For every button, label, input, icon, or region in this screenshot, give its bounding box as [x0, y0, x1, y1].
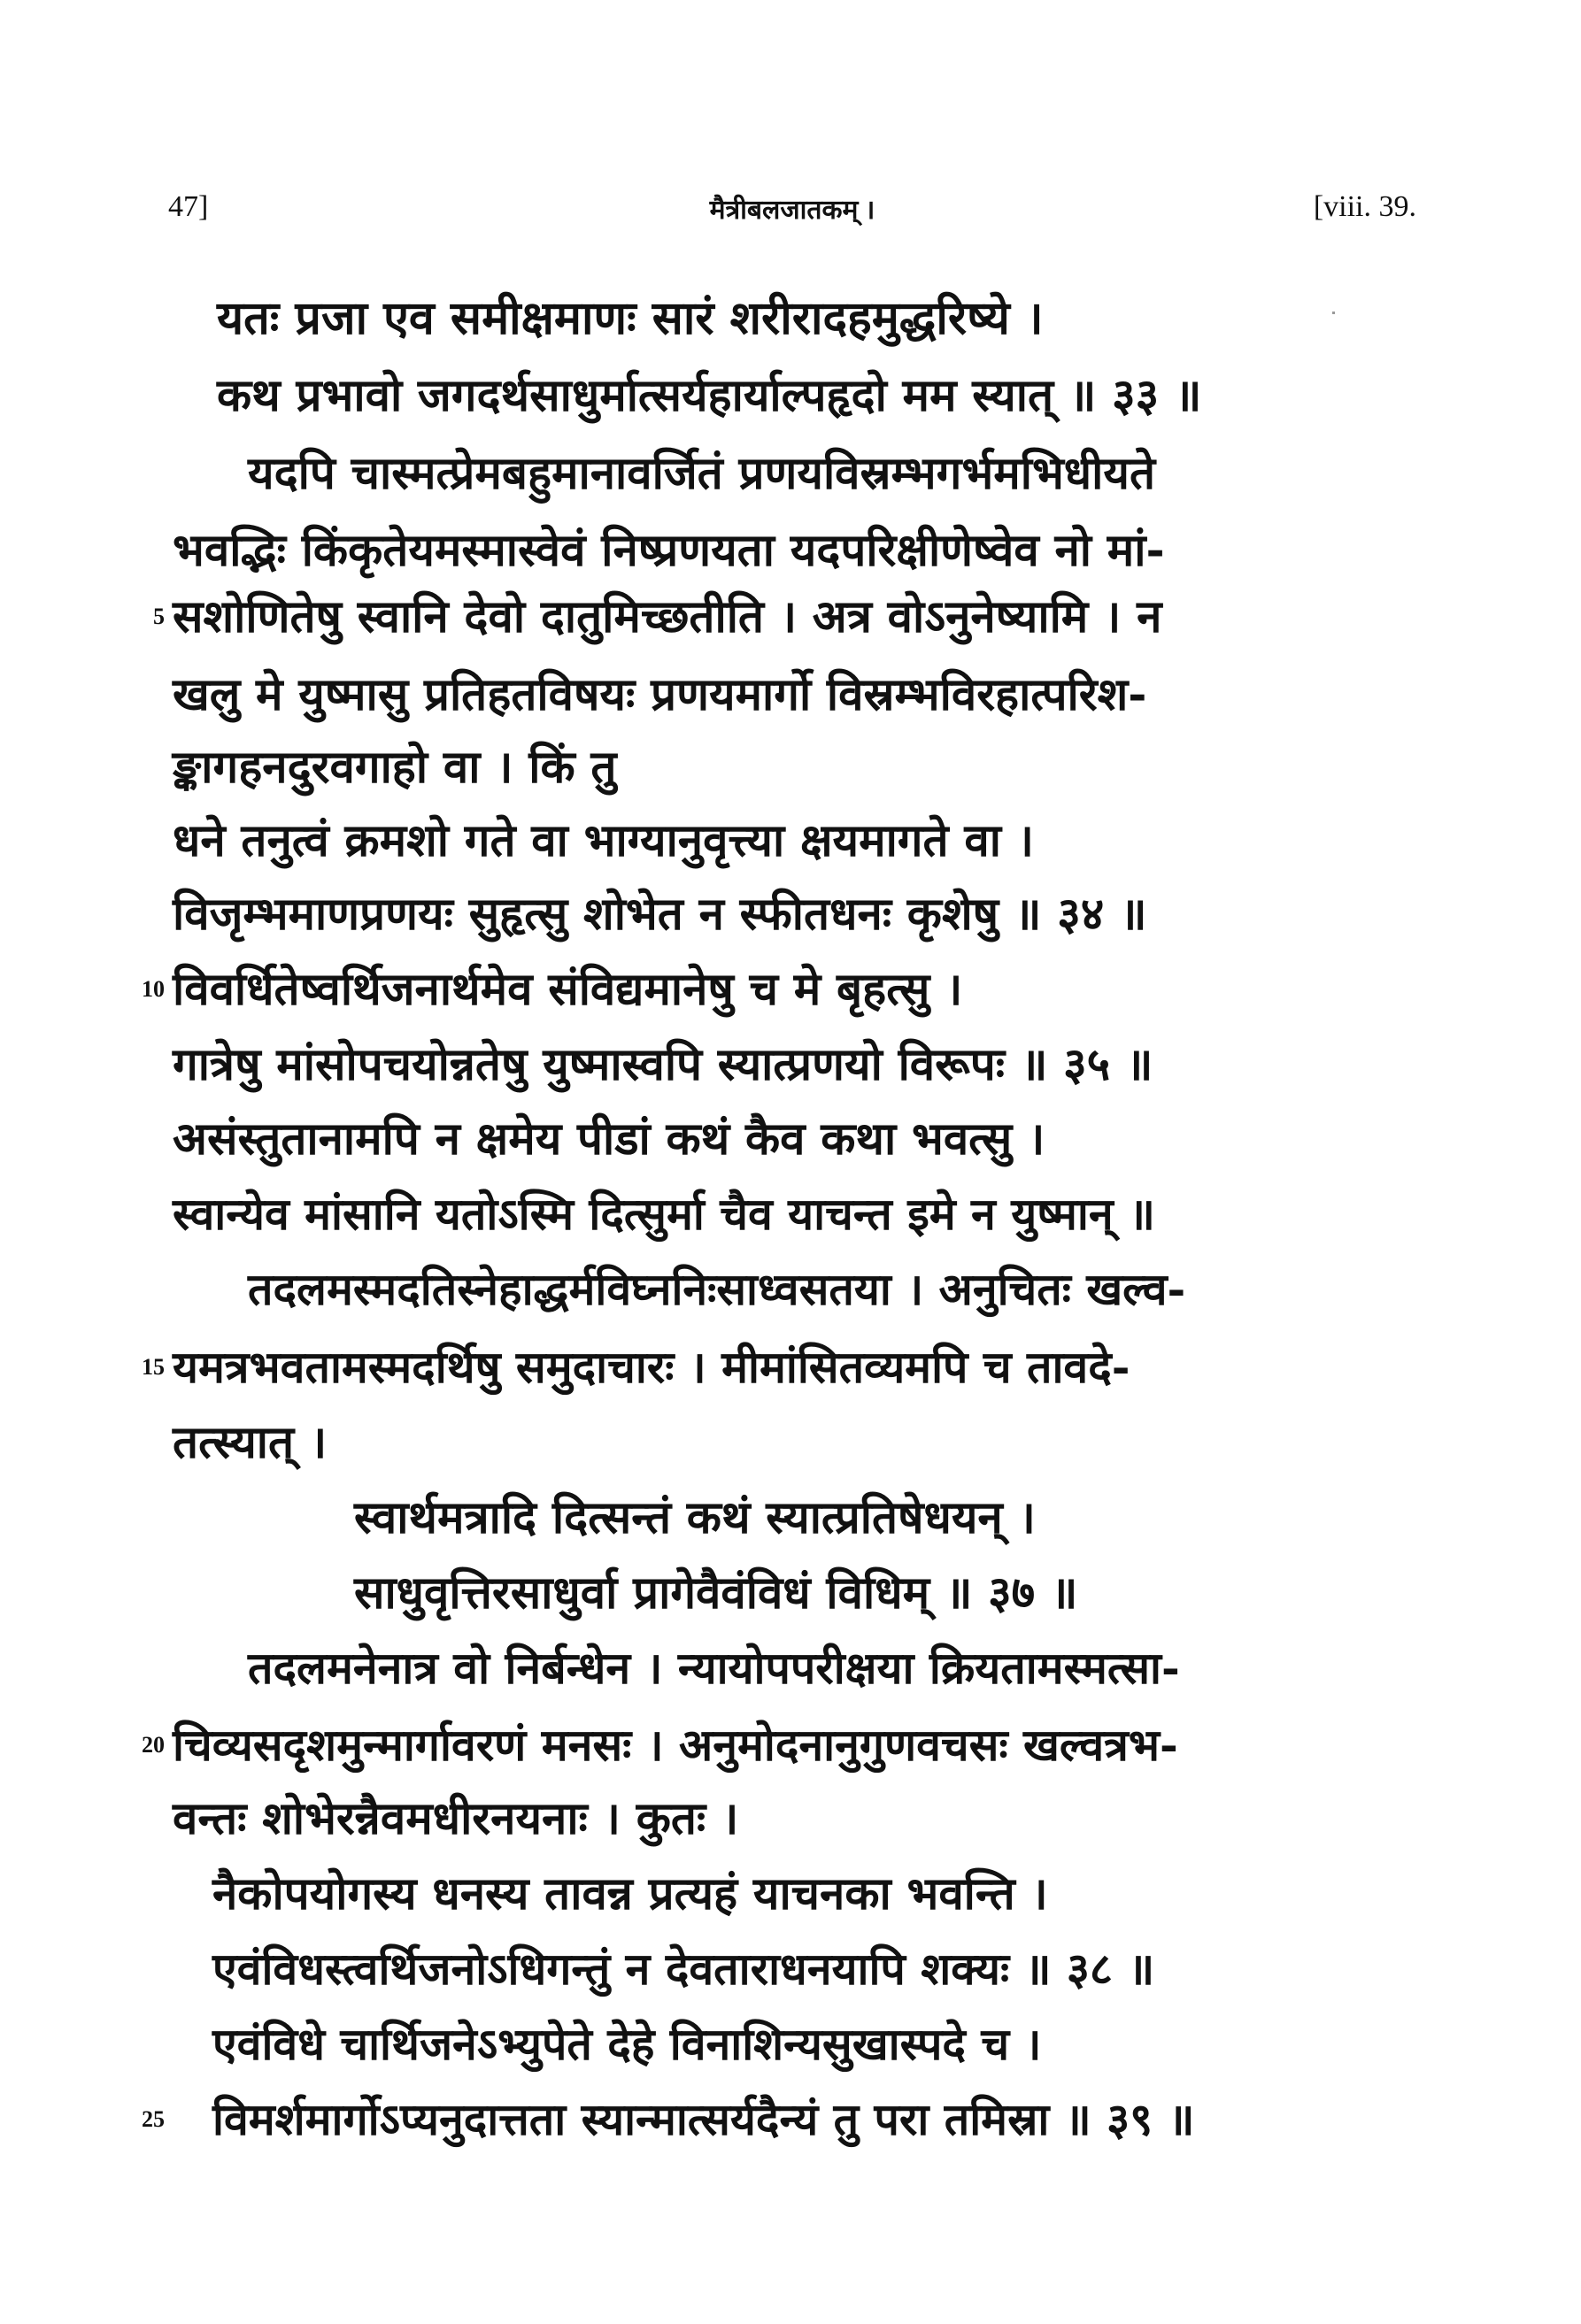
text-line-15: यमत्रभवतामस्मदर्थिषु समुदाचारः । मीमांसितव्यमपि च तावदे- [173, 1341, 1130, 1393]
running-head [168, 190, 1416, 235]
text-line-6: खलु मे युष्मासु प्रतिहतविषयः प्रणयमार्गो विस्रम्भविरहात्परिश- [173, 668, 1147, 721]
text-line-23: एवंविधस्त्वर्थिजनोऽधिगन्तुं न देवताराधनयापि शक्यः ॥ ३८ ॥ [212, 1943, 1155, 1995]
section-reference: [viii. 39. [1313, 190, 1416, 223]
text-line-11: गात्रेषु मांसोपचयोन्नतेषु युष्मास्वपि स्यात्प्रणयो विरूपः ॥ ३५ ॥ [173, 1038, 1153, 1091]
text-line-2: कथ प्रभावो जगदर्थसाधुर्मात्सर्यहार्याल्पहृदो मम स्यात् ॥ ३३ ॥ [217, 369, 1202, 422]
text-line-16: तत्स्यात् । [173, 1416, 328, 1469]
text-line-25: विमर्शमार्गोऽप्यनुदात्तता स्यान्मात्सर्यदैन्यं तु परा तमिस्रा ॥ ३९ ॥ [212, 2093, 1195, 2145]
text-line-10: विवर्धितेष्वर्थिजनार्थमेव संविद्यमानेषु च मे बृहत्सु । [173, 963, 963, 1016]
page-number: 47] [168, 190, 209, 223]
line-number-10: 10 [142, 976, 165, 1002]
text-line-1: यतः प्रजा एव समीक्षमाणः सारं शरीरादहमुद्धरिष्ये । [217, 291, 1044, 345]
text-line-20: चिव्यसदृशमुन्मार्गावरणं मनसः । अनुमोदनानुगुणवचसः खल्वत्रभ- [173, 1719, 1178, 1771]
text-line-8: धने तनुत्वं क्रमशो गते वा भाग्यानुवृत्त्या क्षयमागते वा । [173, 814, 1034, 867]
text-line-22: नैकोपयोगस्य धनस्य तावन्न प्रत्यहं याचनका भवन्ति । [212, 1867, 1048, 1920]
text-line-14: तदलमस्मदतिस्नेहाद्धर्मविघ्ननिःसाध्वसतया । अनुचितः खल्व- [248, 1263, 1186, 1315]
text-line-12: असंस्तुतानामपि न क्षमेय पीडां कथं कैव कथा भवत्सु । [173, 1112, 1045, 1166]
running-title: मैत्रीबलजातकम् । [709, 196, 875, 225]
text-line-21: वन्तः शोभेरन्नैवमधीरनयनाः । कुतः । [173, 1792, 739, 1845]
line-number-5: 5 [153, 604, 165, 629]
text-line-3: यदपि चास्मत्प्रेमबहुमानावर्जितं प्रणयविस्रम्भगर्भमभिधीयते [248, 447, 1156, 500]
line-number-15: 15 [142, 1354, 165, 1380]
text-line-9: विजृम्भमाणप्रणयः सुहृत्सु शोभेत न स्फीतधनः कृशेषु ॥ ३४ ॥ [173, 888, 1147, 941]
text-line-19: तदलमनेनात्र वो निर्बन्धेन । न्यायोपपरीक्षया क्रियतामस्मत्सा- [248, 1642, 1180, 1694]
text-line-13: स्वान्येव मांसानि यतोऽस्मि दित्सुर्मा चैव याचन्त इमे न युष्मान् ॥ [173, 1188, 1155, 1240]
stray-mark [1332, 312, 1335, 314]
text-line-7: ङ्कागहनदुरवगाहो वा । किं तु [173, 741, 617, 794]
text-line-17: स्वार्थमत्रादि दित्सन्तं कथं स्यात्प्रतिषेधयन् । [354, 1491, 1036, 1544]
line-number-25: 25 [142, 2106, 165, 2132]
text-line-24: एवंविधे चार्थिजनेऽभ्युपेते देहे विनाशिन्यसुखास्पदे च । [212, 2018, 1042, 2070]
text-line-5: सशोणितेषु स्वानि देवो दातुमिच्छतीति । अत्र वोऽनुनेष्यामि । न [173, 590, 1162, 643]
text-line-4: भवद्भिः किंकृतेयमस्मास्वेवं निष्प्रणयता यदपरिक्षीणेष्वेव नो मां- [173, 524, 1165, 577]
text-line-18: साधुवृत्तिरसाधुर्वा प्रागेवैवंविधं विधिम् ॥ ३७ ॥ [354, 1566, 1078, 1620]
line-number-20: 20 [142, 1732, 165, 1758]
